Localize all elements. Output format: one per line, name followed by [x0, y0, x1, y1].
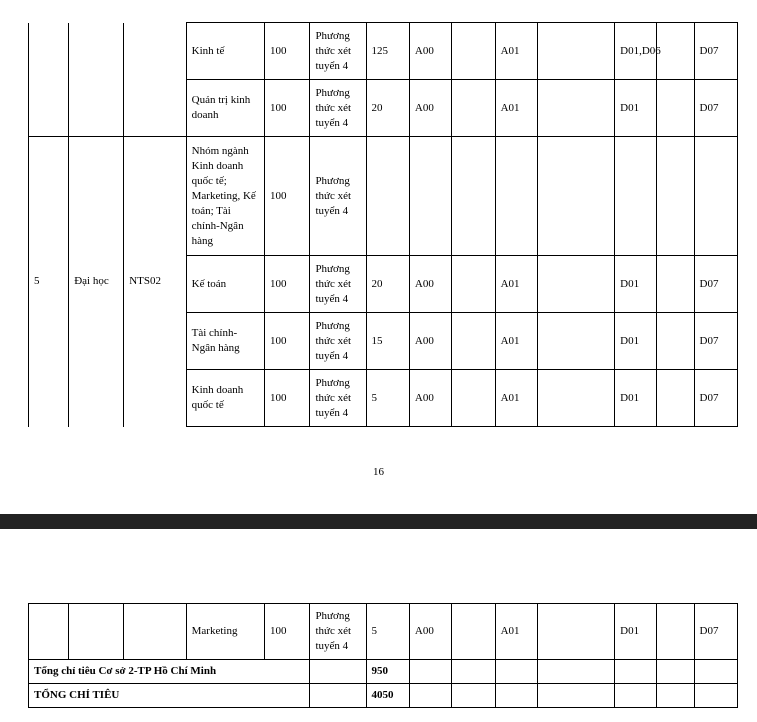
empty-cell	[694, 660, 737, 684]
empty-cell	[452, 256, 495, 313]
quota-cell	[366, 137, 409, 256]
empty-cell	[657, 80, 694, 137]
empty-cell	[409, 137, 451, 256]
major-cell: Tài chính-Ngân hàng	[186, 313, 264, 370]
stt-cell	[29, 23, 69, 80]
major-cell: Nhóm ngành Kinh doanh quốc tế; Marketing, Kế toán; Tài chính-Ngân hàng	[186, 137, 264, 256]
method-cell: Phương thức xét tuyển 4	[310, 80, 366, 137]
empty-cell	[537, 80, 614, 137]
method-cell: Phương thức xét tuyển 4	[310, 137, 366, 256]
empty-cell	[452, 80, 495, 137]
level-cell: Đại học	[69, 137, 124, 427]
empty-cell	[694, 137, 737, 256]
combo-cell: D01	[615, 604, 657, 660]
empty-cell	[694, 684, 737, 708]
empty-cell	[657, 604, 694, 660]
combo-cell: D07	[694, 313, 737, 370]
empty-cell	[537, 137, 614, 256]
empty-cell	[657, 660, 694, 684]
quota-cell: 20	[366, 256, 409, 313]
quota-cell: 5	[366, 604, 409, 660]
empty-cell	[615, 684, 657, 708]
empty-cell	[452, 137, 495, 256]
code-cell	[124, 604, 186, 660]
combo-cell: D01	[615, 370, 657, 427]
combo-cell: D07	[694, 23, 737, 80]
empty-cell	[310, 660, 366, 684]
quota-cell: 125	[366, 23, 409, 80]
empty-cell	[537, 604, 614, 660]
empty-cell	[657, 313, 694, 370]
level-cell	[69, 80, 124, 137]
code-cell: NTS02	[124, 137, 186, 427]
combo-cell: D01	[615, 256, 657, 313]
empty-cell	[452, 684, 495, 708]
empty-cell	[537, 23, 614, 80]
combo-cell: D07	[694, 604, 737, 660]
major-cell: Kinh doanh quốc tế	[186, 370, 264, 427]
combo-cell: D07	[694, 80, 737, 137]
score-cell: 100	[264, 137, 310, 256]
empty-cell	[657, 256, 694, 313]
method-cell: Phương thức xét tuyển 4	[310, 23, 366, 80]
combo-cell: A01	[495, 256, 537, 313]
combo-cell: A01	[495, 370, 537, 427]
major-cell: Quản trị kinh doanh	[186, 80, 264, 137]
combo-cell: A00	[409, 256, 451, 313]
score-cell: 100	[264, 604, 310, 660]
total-value: 4050	[366, 684, 409, 708]
combo-cell: D01	[615, 80, 657, 137]
major-cell: Marketing	[186, 604, 264, 660]
score-cell: 100	[264, 370, 310, 427]
empty-cell	[310, 684, 366, 708]
empty-cell	[537, 370, 614, 427]
empty-cell	[615, 660, 657, 684]
combo-cell: A00	[409, 313, 451, 370]
method-cell: Phương thức xét tuyển 4	[310, 604, 366, 660]
code-cell	[124, 23, 186, 80]
empty-cell	[615, 137, 657, 256]
total-label: TỔNG CHỈ TIÊU	[29, 684, 310, 708]
empty-cell	[537, 660, 614, 684]
total-campus-value: 950	[366, 660, 409, 684]
table-row	[29, 137, 738, 256]
empty-cell	[452, 23, 495, 80]
quota-cell: 20	[366, 80, 409, 137]
empty-cell	[452, 313, 495, 370]
admission-table-page2	[28, 603, 738, 708]
empty-cell	[495, 137, 537, 256]
level-cell	[69, 604, 124, 660]
empty-cell	[657, 137, 694, 256]
empty-cell	[537, 256, 614, 313]
page-divider	[0, 514, 757, 529]
empty-cell	[657, 23, 694, 80]
combo-cell: A00	[409, 370, 451, 427]
empty-cell	[409, 684, 451, 708]
admission-table-page1	[28, 22, 738, 427]
score-cell: 100	[264, 256, 310, 313]
stt-cell	[29, 80, 69, 137]
stt-cell	[29, 604, 69, 660]
table-row	[29, 660, 738, 684]
empty-cell	[452, 370, 495, 427]
method-cell: Phương thức xét tuyển 4	[310, 370, 366, 427]
empty-cell	[452, 604, 495, 660]
combo-cell: A00	[409, 80, 451, 137]
major-cell: Kinh tế	[186, 23, 264, 80]
total-campus-label: Tổng chỉ tiêu Cơ sở 2-TP Hồ Chí Minh	[29, 660, 310, 684]
code-cell	[124, 80, 186, 137]
score-cell: 100	[264, 23, 310, 80]
table-row	[29, 684, 738, 708]
table-row	[29, 23, 738, 80]
quota-cell: 15	[366, 313, 409, 370]
combo-cell: A01	[495, 80, 537, 137]
combo-cell: D07	[694, 370, 737, 427]
empty-cell	[657, 684, 694, 708]
combo-cell: D07	[694, 256, 737, 313]
empty-cell	[537, 684, 614, 708]
combo-cell: A01	[495, 23, 537, 80]
combo-cell: D01	[615, 313, 657, 370]
major-cell: Kế toán	[186, 256, 264, 313]
stt-cell: 5	[29, 137, 69, 427]
quota-cell: 5	[366, 370, 409, 427]
empty-cell	[657, 370, 694, 427]
method-cell: Phương thức xét tuyển 4	[310, 256, 366, 313]
empty-cell	[537, 313, 614, 370]
empty-cell	[495, 684, 537, 708]
method-cell: Phương thức xét tuyển 4	[310, 313, 366, 370]
combo-cell: A00	[409, 604, 451, 660]
level-cell	[69, 23, 124, 80]
empty-cell	[409, 660, 451, 684]
combo-cell: D01,D06	[615, 23, 657, 80]
combo-cell: A01	[495, 313, 537, 370]
combo-cell: A01	[495, 604, 537, 660]
score-cell: 100	[264, 80, 310, 137]
combo-cell: A00	[409, 23, 451, 80]
score-cell: 100	[264, 313, 310, 370]
empty-cell	[452, 660, 495, 684]
table-row	[29, 80, 738, 137]
empty-cell	[495, 660, 537, 684]
table-row	[29, 604, 738, 660]
page-number: 16	[373, 466, 384, 478]
